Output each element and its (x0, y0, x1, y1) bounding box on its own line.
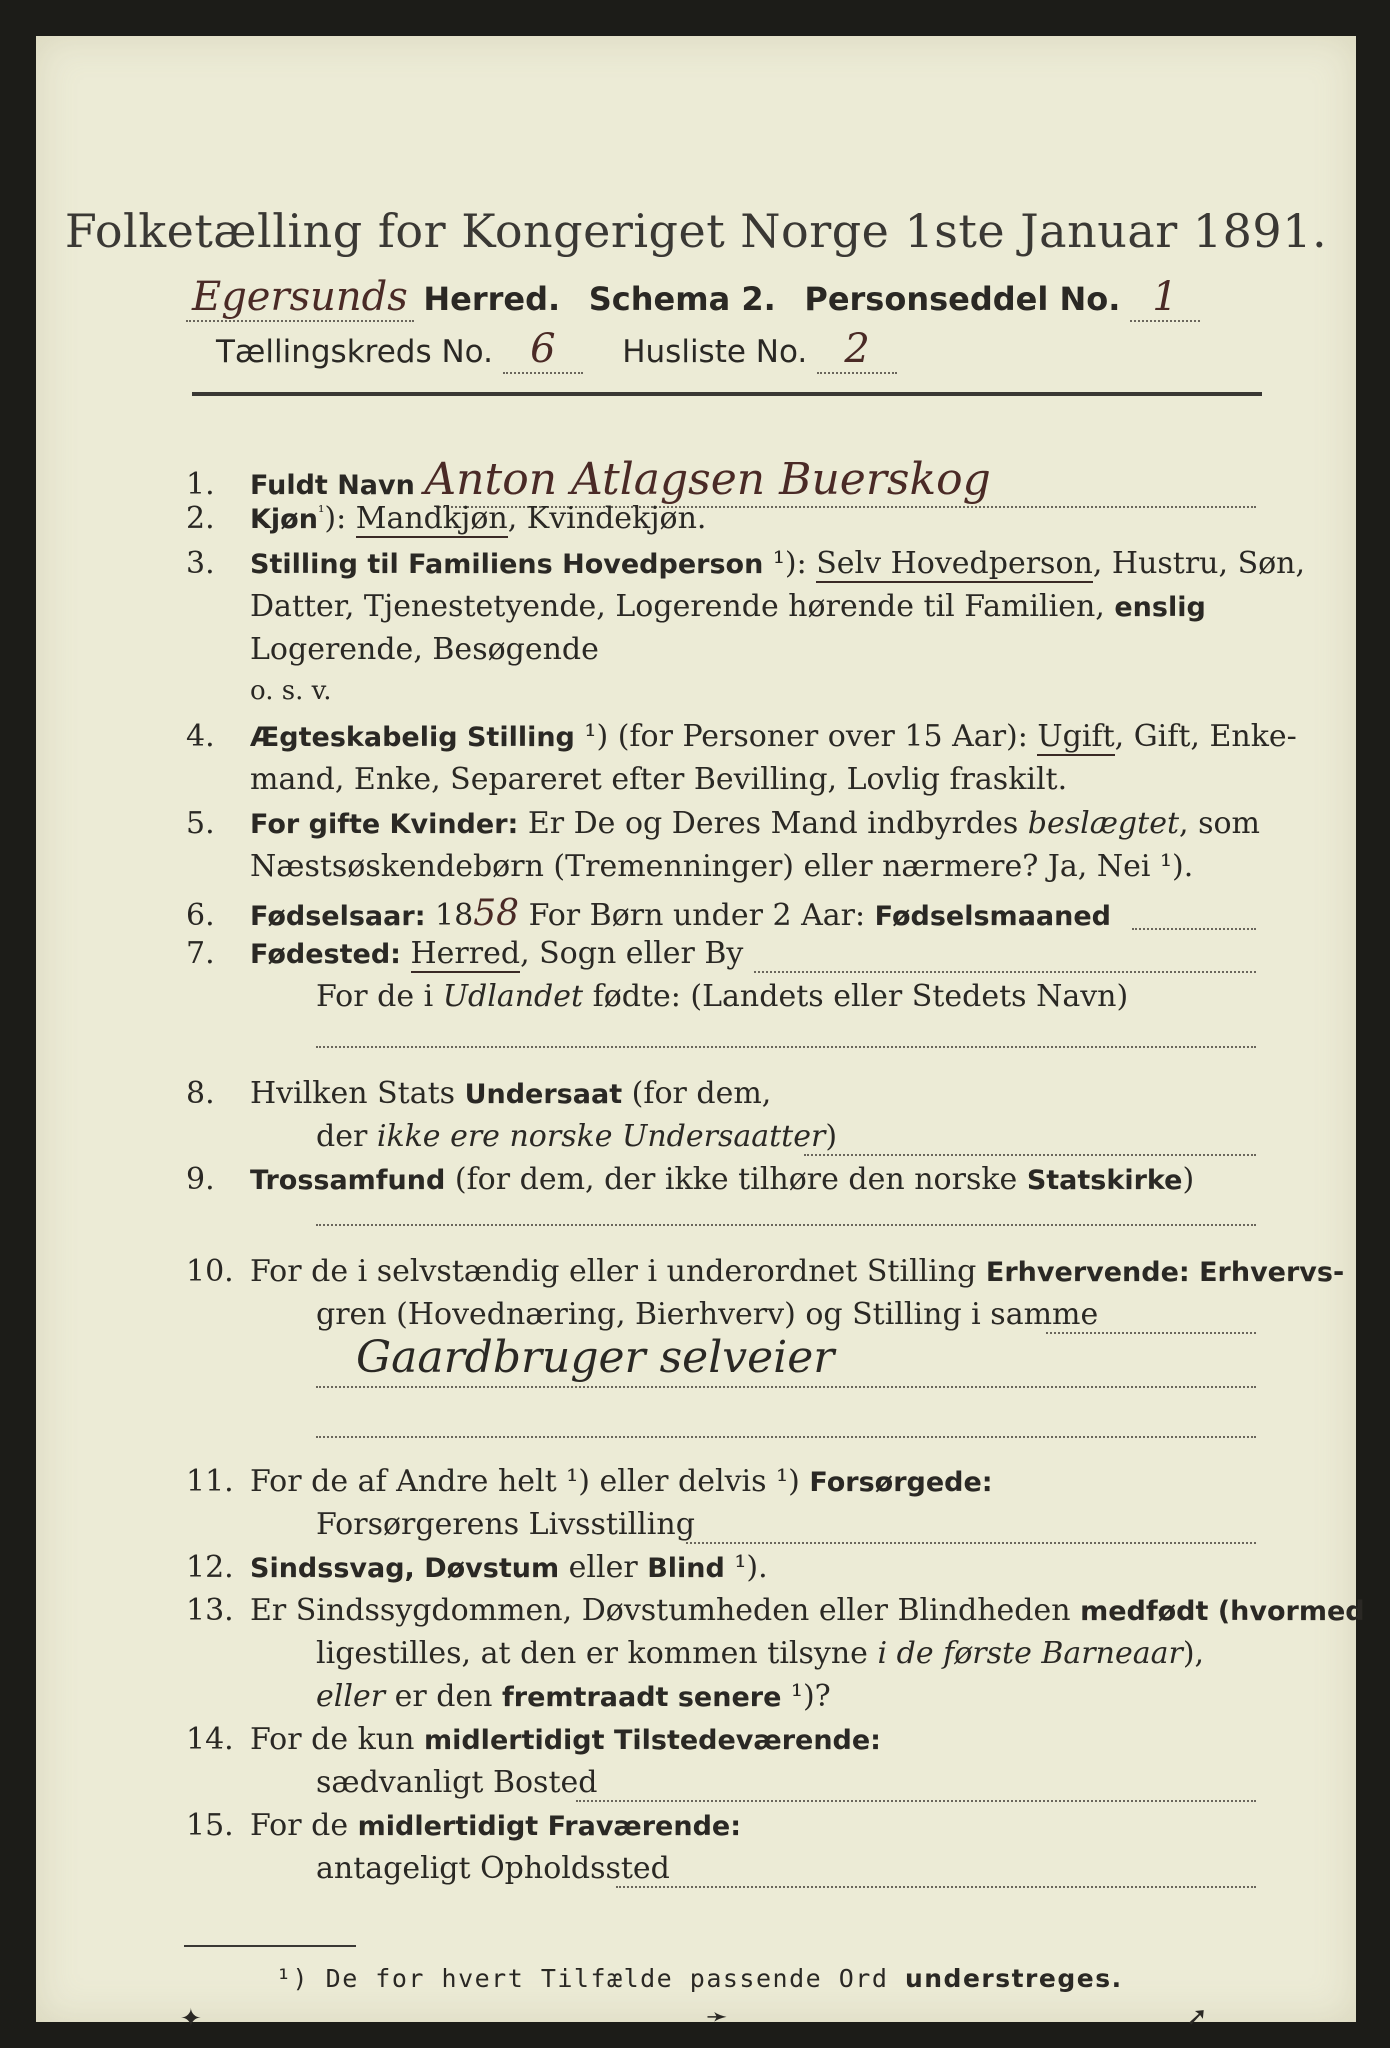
field-8 (186, 1076, 771, 1111)
field-10-line2: gren (Hovednæring, Bierhverv) og Stilling i samme (316, 1297, 1099, 1332)
field-7-line2-b: fødte: (Landets eller Stedets Navn) (583, 979, 1129, 1014)
field-1-number: 1. (186, 467, 215, 502)
field-14-number: 14. (186, 1722, 234, 1757)
field-10-bold2: Erhvervs- (1189, 1257, 1345, 1288)
field-5-number: 5. (186, 806, 215, 841)
field-5-label: For gifte Kvinder: (250, 809, 519, 840)
field-13-number: 13. (186, 1593, 234, 1628)
field-4-mid: (for Personer over 15 Aar): (608, 719, 1038, 754)
field-4-label: Ægteskabelig Stilling (250, 722, 575, 753)
field-6-value: 58 (473, 893, 520, 934)
field-3-number: 3. (186, 546, 215, 581)
field-7 (186, 936, 743, 971)
field-10-value: Gaardbruger selveier (356, 1332, 835, 1383)
field-14-a: For de kun (250, 1722, 424, 1757)
field-13-line2-a: ligestilles, at den er kommen tilsyne (316, 1636, 878, 1671)
herred-line (186, 274, 1200, 322)
form-title: Folketælling for Kongeriget Norge 1ste Januar 1891. (64, 204, 1328, 258)
field-7-line2-a: For de i (316, 979, 443, 1014)
field-13-a: Er Sindssygdommen, Døvstumheden eller Blindheden (250, 1593, 1081, 1628)
field-7-dotline (754, 971, 1256, 973)
field-13-line3-c: ¹)? (781, 1679, 831, 1714)
field-15-a: For de (250, 1808, 358, 1843)
field-6-number: 6. (186, 898, 215, 933)
field-12-mid: eller (559, 1550, 648, 1585)
registration-mark-left: ✦ (180, 2004, 202, 2034)
field-4-rest: , Gift, Enke- (1114, 719, 1297, 754)
field-6-rest: For Børn under 2 Aar: (519, 898, 875, 933)
field-13-line2 (316, 1636, 1204, 1671)
field-9-dotline (316, 1224, 1256, 1226)
field-8-line2 (316, 1119, 837, 1154)
field-10-dotline-2 (316, 1386, 1256, 1388)
field-3: 3. Stilling til Familiens Hovedperson ¹): Selv Hovedperson, Hustru, Søn, (186, 546, 1306, 581)
field-14-dotline (576, 1800, 1256, 1802)
header-divider (192, 392, 1262, 396)
field-3-rest: , Hustru, Søn, (1092, 546, 1306, 581)
kreds-value: 6 (503, 326, 583, 374)
field-4-number: 4. (186, 719, 215, 754)
field-12-bold2: Blind (647, 1553, 725, 1584)
personseddel-value: 1 (1130, 274, 1200, 322)
field-11-line2: Forsørgerens Livsstilling (316, 1507, 695, 1542)
footnote-bold: understreges. (904, 1964, 1123, 1993)
field-2-sup: ¹ (317, 502, 325, 521)
field-8-dotline (804, 1154, 1256, 1156)
field-13-line3-bold: fremtraadt senere (502, 1682, 782, 1713)
field-2: 2. Kjøn$^{^1}$): Mandkjøn, Kvindekjøn. (186, 501, 707, 536)
field-6 (186, 893, 1111, 934)
field-5-end: , som (1179, 806, 1260, 841)
field-1-label: Fuldt Navn (250, 470, 415, 501)
field-2-label: Kjøn (250, 504, 318, 535)
field-12-end: ¹). (724, 1550, 768, 1585)
field-10-dotline (1046, 1332, 1256, 1334)
field-2-selected: Mandkjøn (355, 501, 508, 536)
field-7-selected: Herred (410, 936, 521, 971)
field-11-dotline (686, 1542, 1256, 1544)
field-5-italic: beslægtet (1027, 806, 1179, 841)
field-8-line2-b: ) (825, 1119, 838, 1154)
field-9-number: 9. (186, 1162, 215, 1197)
field-12-bold: Sindssvag, Døvstum (250, 1553, 560, 1584)
field-11-number: 11. (186, 1464, 234, 1499)
field-10-number: 10. (186, 1254, 234, 1289)
field-5-text: Er De og Deres Mand indbyrdes (518, 806, 1028, 841)
field-13-line2-italic: i de første Barneaar (877, 1636, 1183, 1671)
field-3-label: Stilling til Familiens Hovedperson (250, 549, 764, 580)
field-7-label: Fødested: (250, 939, 401, 970)
field-4: 4. Ægteskabelig Stilling ¹) (for Personer over 15 Aar): Ugift, Gift, Enke- (186, 719, 1297, 754)
husliste-label: Husliste No. (622, 334, 808, 370)
herred-value: Egersunds (186, 274, 414, 322)
field-4-line2: mand, Enke, Separeret efter Bevilling, Lovlig fraskilt. (250, 762, 1068, 797)
field-6-label: Fødselsaar: (250, 901, 426, 932)
field-12 (186, 1550, 768, 1585)
footnote-text: ¹) De for hvert Tilfælde passende Ord (276, 1964, 905, 1993)
field-8-b: (for dem, (622, 1076, 772, 1111)
field-4-selected: Ugift (1037, 719, 1115, 754)
field-13-bold: medfødt (1080, 1596, 1209, 1627)
personseddel-label: Personseddel No. (804, 280, 1121, 318)
census-form-sheet (36, 36, 1365, 2034)
kreds-line (216, 326, 897, 374)
field-3-line2 (250, 589, 1206, 624)
field-8-number: 8. (186, 1076, 215, 1111)
husliste-value: 2 (817, 326, 897, 374)
field-13-bold2: (hvormed (1208, 1596, 1365, 1627)
field-11-bold: Forsørgede: (809, 1467, 993, 1498)
field-10-a: For de i selvstændig eller i underordnet Stilling (250, 1254, 986, 1289)
field-7-number: 7. (186, 936, 215, 971)
field-10-bold: Erhvervende: (985, 1257, 1190, 1288)
field-13-line3-italic: eller (316, 1679, 386, 1714)
field-7-line2 (316, 979, 1128, 1014)
field-9 (186, 1162, 1194, 1197)
field-2-rest: , Kvindekjøn. (507, 501, 707, 536)
field-13 (186, 1593, 1365, 1628)
field-7-line2-italic: Udlandet (442, 979, 584, 1014)
field-1 (186, 454, 991, 505)
field-13-line2-b: ), (1182, 1636, 1205, 1671)
footnote (276, 1964, 1123, 1993)
field-14 (186, 1722, 881, 1757)
field-14-bold: midlertidigt Tilstedeværende: (423, 1725, 881, 1756)
field-15-dotline (616, 1886, 1256, 1888)
field-8-line2-italic: ikke ere norske Undersaatter (376, 1119, 826, 1154)
field-8-bold: Undersaat (464, 1079, 623, 1110)
field-14-line2: sædvanligt Bosted (316, 1765, 598, 1800)
field-3-line2-bold: enslig (1114, 592, 1206, 623)
herred-label: Herred. (423, 280, 561, 318)
field-3-selected: Selv Hovedperson (816, 546, 1093, 581)
field-8-line2-a: der (316, 1119, 377, 1154)
field-6-prefix: 18 (425, 898, 474, 933)
field-3-line4: o. s. v. (250, 676, 332, 706)
field-10 (186, 1254, 1344, 1289)
field-11 (186, 1464, 993, 1499)
field-1-value: Anton Atlagsen Buerskog (424, 454, 991, 505)
footnote-rule (184, 1945, 356, 1947)
field-13-line3 (316, 1679, 831, 1714)
registration-mark-right: ➚ (1186, 2002, 1208, 2032)
field-8-a: Hvilken Stats (250, 1076, 465, 1111)
field-7-rest: , Sogn eller By (520, 936, 744, 971)
field-6-dotline (1132, 928, 1256, 930)
field-9-text: (for dem, der ikke tilhøre den norske (445, 1162, 1027, 1197)
registration-mark-center: ➛ (706, 2002, 728, 2032)
schema-label: Schema 2. (588, 280, 776, 318)
field-9-bold2: Statskirke (1026, 1165, 1183, 1196)
field-15 (186, 1808, 741, 1843)
field-12-number: 12. (186, 1550, 234, 1585)
field-15-line2: antageligt Opholdssted (316, 1851, 670, 1886)
field-6-bold: Fødselsmaaned (874, 901, 1111, 932)
field-5-line2: Næstsøskendebørn (Tremenninger) eller nærmere? Ja, Nei ¹). (250, 849, 1194, 884)
field-11-a: For de af Andre helt ¹) eller delvis ¹) (250, 1464, 810, 1499)
field-13-line3-a: er den (385, 1679, 503, 1714)
field-15-bold: midlertidigt Fraværende: (357, 1811, 742, 1842)
field-7-dotline-2 (316, 1046, 1256, 1048)
field-9-end: ) (1182, 1162, 1195, 1197)
field-3-line2-text: Datter, Tjenestetyende, Logerende hørende til Familien, (250, 589, 1105, 624)
kreds-label: Tællingskreds No. (216, 334, 493, 370)
field-5 (186, 806, 1260, 841)
field-9-bold: Trossamfund (250, 1165, 446, 1196)
field-3-line3: Logerende, Besøgende (250, 632, 599, 667)
field-2-number: 2. (186, 501, 215, 536)
field-15-number: 15. (186, 1808, 234, 1843)
field-10-dotline-3 (316, 1436, 1256, 1438)
